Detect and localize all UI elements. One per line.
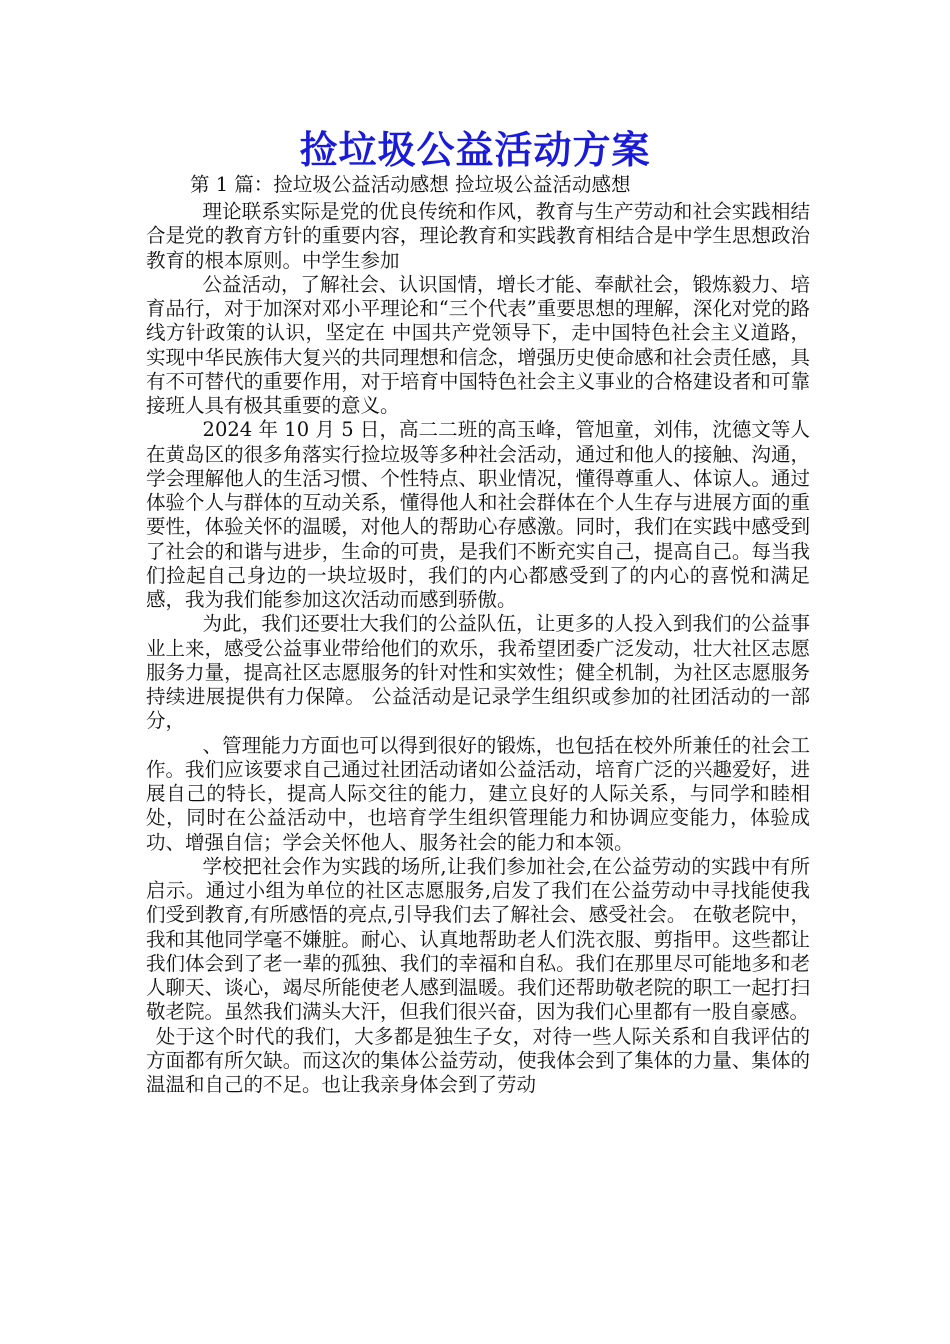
paragraph-5: 、管理能力方面也可以得到很好的锻炼，也包括在校外所兼任的社会工作。我们应该要求自己通过社团活动诸如公益活动，培育广泛的兴趣爱好，进展自己的特长，提高人际交往的能力，建立良好的人际关系，与同学和睦相处，同时在公益活动中，也培育学生组织管理能力和协调应变能力，体验成功、增强自信；学会关怀他人、服务社会的能力和本领。 <box>146 733 810 854</box>
paragraph-1: 理论联系实际是党的优良传统和作风，教育与生产劳动和社会实践相结合是党的教育方针的重要内容，理论教育和实践教育相结合是中学生思想政治教育的根本原则。中学生参加 <box>146 200 810 272</box>
paragraph-4: 为此，我们还要壮大我们的公益队伍，让更多的人投入到我们的公益事业上来，感受公益事业带给他们的欢乐，我希望团委广泛发动，壮大社区志愿服务力量，提高社区志愿服务的针对性和实效性；健全机制，为社区志愿服务持续进展提供有力保障。 公益活动是记录学生组织或参加的社团活动的一部分， <box>146 612 810 733</box>
paragraph-6: 学校把社会作为实践的场所,让我们参加社会,在公益劳动的实践中有所启示。通过小组为单位的社区志愿服务,启发了我们在公益劳动中寻找能使我们受到教育,有所感悟的亮点,引导我们去了解社会、感受社会。 在敬老院中，我和其他同学毫不嫌脏。耐心、认真地帮助老人们洗衣服、剪指甲。这些都让我们体会到了老一辈的孤独、我们的幸福和自私。我们在那里尽可能地多和老人聊天、谈心，竭尽所能使老人感到温暖。我们还帮助敬老院的职工一起打扫敬老院。虽然我们满头大汗，但我们很兴奋，因为我们心里都有一股自豪感。 <box>146 854 810 1024</box>
paragraph-7: 处于这个时代的我们，大多都是独生子女，对待一些人际关系和自我评估的方面都有所欠缺。而这次的集体公益劳动，使我体会到了集体的力量、集体的温温和自己的不足。也让我亲身体会到了劳动 <box>146 1024 810 1096</box>
paragraph-3: 2024 年 10 月 5 日，高二二班的高玉峰，管旭童，刘伟，沈德文等人在黄岛区的很多角落实行捡垃圾等多种社会活动，通过和他人的接触、沟通，学会理解他人的生活习惯、个性特点、职业情况，懂得尊重人、体谅人。通过体验个人与群体的互动关系，懂得他人和社会群体在个人生存与进展方面的重要性，体验关怀的温暖，对他人的帮助心存感激。同时，我们在实践中感受到了社会的和谐与进步，生命的可贵，是我们不断充实自己，提高自己。每当我们捡起自己身边的一块垃圾时，我们的内心都感受到了的内心的喜悦和满足感，我为我们能参加这次活动而感到骄傲。 <box>146 418 810 611</box>
document-title: 捡垃圾公益活动方案 <box>299 127 651 172</box>
paragraph-2: 公益活动，了解社会、认识国情，增长才能、奉献社会，锻炼毅力、培育品行，对于加深对邓小平理论和“三个代表”重要思想的理解，深化对党的路线方针政策的认识，坚定在 中国共产党领导下，走中国特色社会主义道路，实现中华民族伟大复兴的共同理想和信念，增强历史使命感和社会责任感，具有不可替代的重要作用，对于培育中国特色社会主义事业的合格建设者和可靠接班人具有极其重要的意义。 <box>146 272 810 417</box>
document-subtitle: 第 1 篇：捡垃圾公益活动感想 捡垃圾公益活动感想 <box>190 173 631 196</box>
document-body <box>146 200 810 1097</box>
